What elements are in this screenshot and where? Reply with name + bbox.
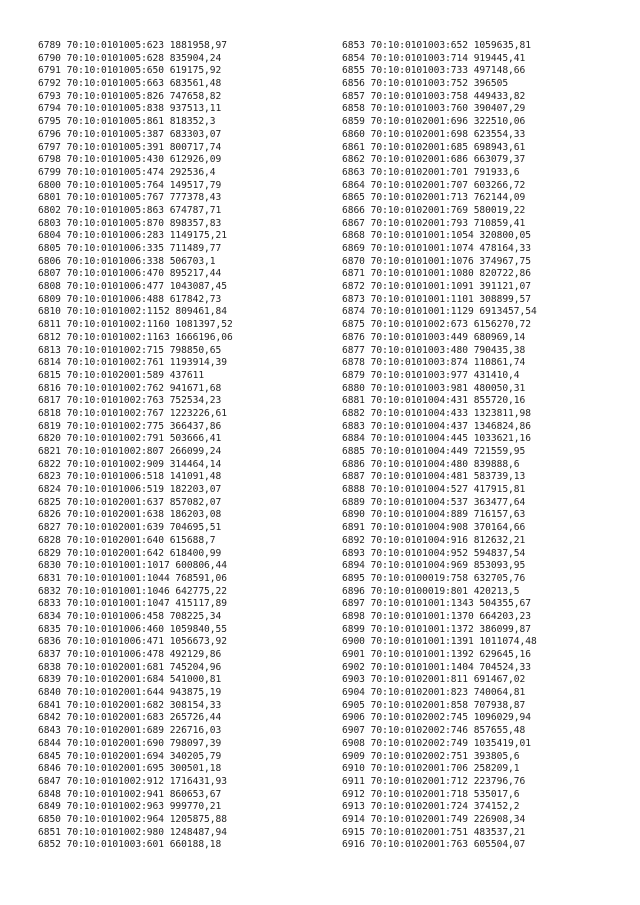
table-row: 6912 70:10:0102001:718 535017,6 bbox=[342, 788, 520, 800]
table-row: 6876 70:10:0101003:449 680969,14 bbox=[342, 331, 526, 343]
table-row: 6822 70:10:0101002:909 314464,14 bbox=[38, 458, 222, 470]
table-row: 6831 70:10:0101001:1044 768591,06 bbox=[38, 572, 227, 584]
table-row: 6817 70:10:0101002:763 752534,23 bbox=[38, 395, 222, 407]
table-row: 6810 70:10:0101002:1152 809461,84 bbox=[38, 306, 227, 318]
table-row: 6828 70:10:0102001:640 615688,7 bbox=[38, 534, 216, 546]
table-row: 6914 70:10:0102001:749 226908,34 bbox=[342, 813, 526, 825]
table-row: 6798 70:10:0101005:430 612926,09 bbox=[38, 154, 222, 166]
table-row: 6875 70:10:0101002:673 6156270,72 bbox=[342, 319, 531, 331]
table-row: 6879 70:10:0101003:977 431410,4 bbox=[342, 369, 520, 381]
table-row: 6852 70:10:0101003:601 660188,18 bbox=[38, 839, 222, 851]
table-row: 6896 70:10:0100019:801 420213,5 bbox=[342, 585, 520, 597]
table-row: 6854 70:10:0101003:714 919445,41 bbox=[342, 52, 526, 64]
table-row: 6809 70:10:0101006:488 617842,73 bbox=[38, 293, 222, 305]
table-row: 6814 70:10:0101002:761 1193914,39 bbox=[38, 357, 227, 369]
table-row: 6911 70:10:0102001:712 223796,76 bbox=[342, 775, 526, 787]
table-row: 6910 70:10:0102001:706 258209,1 bbox=[342, 763, 520, 775]
table-row: 6806 70:10:0101006:338 506703,1 bbox=[38, 255, 216, 267]
table-row: 6908 70:10:0102002:749 1035419,01 bbox=[342, 737, 531, 749]
table-row: 6815 70:10:0102001:589 437611 bbox=[38, 369, 205, 381]
table-row: 6830 70:10:0101001:1017 600806,44 bbox=[38, 560, 227, 572]
table-row: 6881 70:10:0101004:431 855720,16 bbox=[342, 395, 526, 407]
table-row: 6821 70:10:0101002:807 266099,24 bbox=[38, 446, 222, 457]
table-row: 6865 70:10:0102001:713 762144,09 bbox=[342, 192, 526, 204]
table-row: 6849 70:10:0101002:963 999770,21 bbox=[38, 801, 222, 813]
table-row: 6855 70:10:0101003:733 497148,66 bbox=[342, 65, 526, 77]
table-row: 6801 70:10:0101005:767 777378,43 bbox=[38, 192, 222, 204]
table-row: 6904 70:10:0102001:823 740064,81 bbox=[342, 687, 526, 699]
table-row: 6826 70:10:0102001:638 186203,08 bbox=[38, 509, 222, 521]
table-row: 6820 70:10:0101002:791 503666,41 bbox=[38, 433, 222, 445]
table-row: 6851 70:10:0101002:980 1248487,94 bbox=[38, 826, 227, 838]
table-row: 6863 70:10:0102001:701 791933,6 bbox=[342, 166, 520, 178]
right-column bbox=[342, 40, 537, 852]
table-row: 6897 70:10:0101001:1343 504355,67 bbox=[342, 598, 531, 610]
table-row: 6853 70:10:0101003:652 1059635,81 bbox=[342, 40, 531, 51]
table-row: 6795 70:10:0101005:861 818352,3 bbox=[38, 116, 216, 128]
table-row: 6888 70:10:0101004:527 417915,81 bbox=[342, 484, 526, 496]
table-row: 6887 70:10:0101004:481 583739,13 bbox=[342, 471, 526, 483]
table-row: 6873 70:10:0101001:1101 308899,57 bbox=[342, 293, 531, 305]
table-row: 6885 70:10:0101004:449 721559,95 bbox=[342, 446, 526, 457]
table-row: 6864 70:10:0102001:707 603266,72 bbox=[342, 179, 526, 191]
table-row: 6878 70:10:0101003:874 110861,74 bbox=[342, 357, 526, 369]
table-row: 6839 70:10:0102001:684 541000,81 bbox=[38, 674, 222, 686]
table-row: 6859 70:10:0102001:696 322510,06 bbox=[342, 116, 526, 128]
table-row: 6829 70:10:0102001:642 618400,99 bbox=[38, 547, 222, 559]
table-row: 6813 70:10:0101002:715 798850,65 bbox=[38, 344, 222, 356]
table-row: 6909 70:10:0102002:751 393805,6 bbox=[342, 750, 520, 762]
table-row: 6805 70:10:0101006:335 711489,77 bbox=[38, 243, 222, 254]
table-row: 6833 70:10:0101001:1047 415117,89 bbox=[38, 598, 227, 610]
table-row: 6842 70:10:0102001:683 265726,44 bbox=[38, 712, 222, 724]
table-row: 6868 70:10:0101001:1054 320800,05 bbox=[342, 230, 531, 242]
table-row: 6898 70:10:0101001:1370 664203,23 bbox=[342, 610, 531, 622]
table-row: 6816 70:10:0101002:762 941671,68 bbox=[38, 382, 222, 394]
table-row: 6893 70:10:0101004:952 594837,54 bbox=[342, 547, 526, 559]
table-row: 6793 70:10:0101005:826 747658,82 bbox=[38, 90, 222, 102]
table-row: 6862 70:10:0102001:686 663079,37 bbox=[342, 154, 526, 166]
table-row: 6803 70:10:0101005:870 898357,83 bbox=[38, 217, 222, 229]
table-row: 6799 70:10:0101005:474 292536,4 bbox=[38, 166, 216, 178]
table-row: 6818 70:10:0101002:767 1223226,61 bbox=[38, 407, 227, 419]
table-row: 6843 70:10:0102001:689 226716,03 bbox=[38, 725, 222, 737]
table-row: 6835 70:10:0101006:460 1059840,55 bbox=[38, 623, 227, 635]
table-row: 6870 70:10:0101001:1076 374967,75 bbox=[342, 255, 531, 267]
table-row: 6895 70:10:0100019:758 632705,76 bbox=[342, 572, 526, 584]
table-row: 6886 70:10:0101004:480 839888,6 bbox=[342, 458, 520, 470]
table-row: 6872 70:10:0101001:1091 391121,07 bbox=[342, 281, 531, 293]
table-row: 6884 70:10:0101004:445 1033621,16 bbox=[342, 433, 531, 445]
table-row: 6823 70:10:0101006:518 141091,48 bbox=[38, 471, 222, 483]
table-row: 6827 70:10:0102001:639 704695,51 bbox=[38, 522, 222, 534]
table-row: 6913 70:10:0102001:724 374152,2 bbox=[342, 801, 520, 813]
table-row: 6844 70:10:0102001:690 798097,39 bbox=[38, 737, 222, 749]
table-row: 6832 70:10:0101001:1046 642775,22 bbox=[38, 585, 227, 597]
table-row: 6867 70:10:0102001:793 710859,41 bbox=[342, 217, 526, 229]
table-row: 6794 70:10:0101005:838 937513,11 bbox=[38, 103, 222, 115]
table-row: 6836 70:10:0101006:471 1056673,92 bbox=[38, 636, 227, 648]
table-row: 6808 70:10:0101006:477 1043087,45 bbox=[38, 281, 227, 293]
table-row: 6837 70:10:0101006:478 492129,86 bbox=[38, 649, 222, 660]
table-row: 6901 70:10:0101001:1392 629645,16 bbox=[342, 649, 531, 660]
table-row: 6907 70:10:0102002:746 857655,48 bbox=[342, 725, 526, 737]
table-row: 6891 70:10:0101004:908 370164,66 bbox=[342, 522, 526, 534]
table-row: 6800 70:10:0101005:764 149517,79 bbox=[38, 179, 222, 191]
table-row: 6892 70:10:0101004:916 812632,21 bbox=[342, 534, 526, 546]
table-row: 6874 70:10:0101001:1129 6913457,54 bbox=[342, 306, 537, 318]
table-row: 6858 70:10:0101003:760 390407,29 bbox=[342, 103, 526, 115]
table-row: 6845 70:10:0102001:694 340205,79 bbox=[38, 750, 222, 762]
table-row: 6906 70:10:0102002:745 1096029,94 bbox=[342, 712, 531, 724]
table-row: 6857 70:10:0101003:758 449433,82 bbox=[342, 90, 526, 102]
table-row: 6882 70:10:0101004:433 1323811,98 bbox=[342, 407, 531, 419]
table-row: 6861 70:10:0102001:685 698943,61 bbox=[342, 141, 526, 153]
table-row: 6860 70:10:0102001:698 623554,33 bbox=[342, 128, 526, 140]
left-column bbox=[38, 40, 233, 852]
table-row: 6880 70:10:0101003:981 480050,31 bbox=[342, 382, 526, 394]
table-row: 6856 70:10:0101003:752 396505 bbox=[342, 78, 509, 90]
table-row: 6841 70:10:0102001:682 308154,33 bbox=[38, 699, 222, 711]
table-row: 6903 70:10:0102001:811 691467,02 bbox=[342, 674, 526, 686]
table-row: 6889 70:10:0101004:537 363477,64 bbox=[342, 496, 526, 508]
table-row: 6846 70:10:0102001:695 300501,18 bbox=[38, 763, 222, 775]
table-row: 6899 70:10:0101001:1372 386099,87 bbox=[342, 623, 531, 635]
table-row: 6825 70:10:0102001:637 857082,07 bbox=[38, 496, 222, 508]
table-row: 6877 70:10:0101003:480 790435,38 bbox=[342, 344, 526, 356]
table-row: 6811 70:10:0101002:1160 1081397,52 bbox=[38, 319, 233, 331]
table-row: 6905 70:10:0102001:858 707938,87 bbox=[342, 699, 526, 711]
table-row: 6796 70:10:0101005:387 683303,07 bbox=[38, 128, 222, 140]
table-row: 6834 70:10:0101006:458 708225,34 bbox=[38, 610, 222, 622]
table-row: 6807 70:10:0101006:470 895217,44 bbox=[38, 268, 222, 280]
table-row: 6866 70:10:0102001:769 580019,22 bbox=[342, 204, 526, 216]
table-row: 6838 70:10:0102001:681 745204,96 bbox=[38, 661, 222, 673]
table-row: 6789 70:10:0101005:623 1881958,97 bbox=[38, 40, 227, 51]
table-row: 6791 70:10:0101005:650 619175,92 bbox=[38, 65, 222, 77]
table-row: 6812 70:10:0101002:1163 1666196,06 bbox=[38, 331, 233, 343]
table-row: 6790 70:10:0101005:628 835904,24 bbox=[38, 52, 222, 64]
table-row: 6916 70:10:0102001:763 605504,07 bbox=[342, 839, 526, 851]
table-row: 6902 70:10:0101001:1404 704524,33 bbox=[342, 661, 531, 673]
table-row: 6890 70:10:0101004:889 716157,63 bbox=[342, 509, 526, 521]
table-row: 6915 70:10:0102001:751 483537,21 bbox=[342, 826, 526, 838]
table-row: 6869 70:10:0101001:1074 478164,33 bbox=[342, 243, 531, 254]
table-row: 6848 70:10:0101002:941 860653,67 bbox=[38, 788, 222, 800]
table-row: 6900 70:10:0101001:1391 1011074,48 bbox=[342, 636, 537, 648]
table-row: 6802 70:10:0101005:863 674787,71 bbox=[38, 204, 222, 216]
table-row: 6819 70:10:0101002:775 366437,86 bbox=[38, 420, 222, 432]
table-row: 6883 70:10:0101004:437 1346824,86 bbox=[342, 420, 531, 432]
table-row: 6792 70:10:0101005:663 683561,48 bbox=[38, 78, 222, 90]
table-row: 6850 70:10:0101002:964 1205875,88 bbox=[38, 813, 227, 825]
table-row: 6824 70:10:0101006:519 182203,07 bbox=[38, 484, 222, 496]
table-row: 6797 70:10:0101005:391 800717,74 bbox=[38, 141, 222, 153]
table-row: 6894 70:10:0101004:969 853093,95 bbox=[342, 560, 526, 572]
table-row: 6840 70:10:0102001:644 943875,19 bbox=[38, 687, 222, 699]
table-row: 6847 70:10:0101002:912 1716431,93 bbox=[38, 775, 227, 787]
table-row: 6871 70:10:0101001:1080 820722,86 bbox=[342, 268, 531, 280]
table-row: 6804 70:10:0101006:283 1149175,21 bbox=[38, 230, 227, 242]
